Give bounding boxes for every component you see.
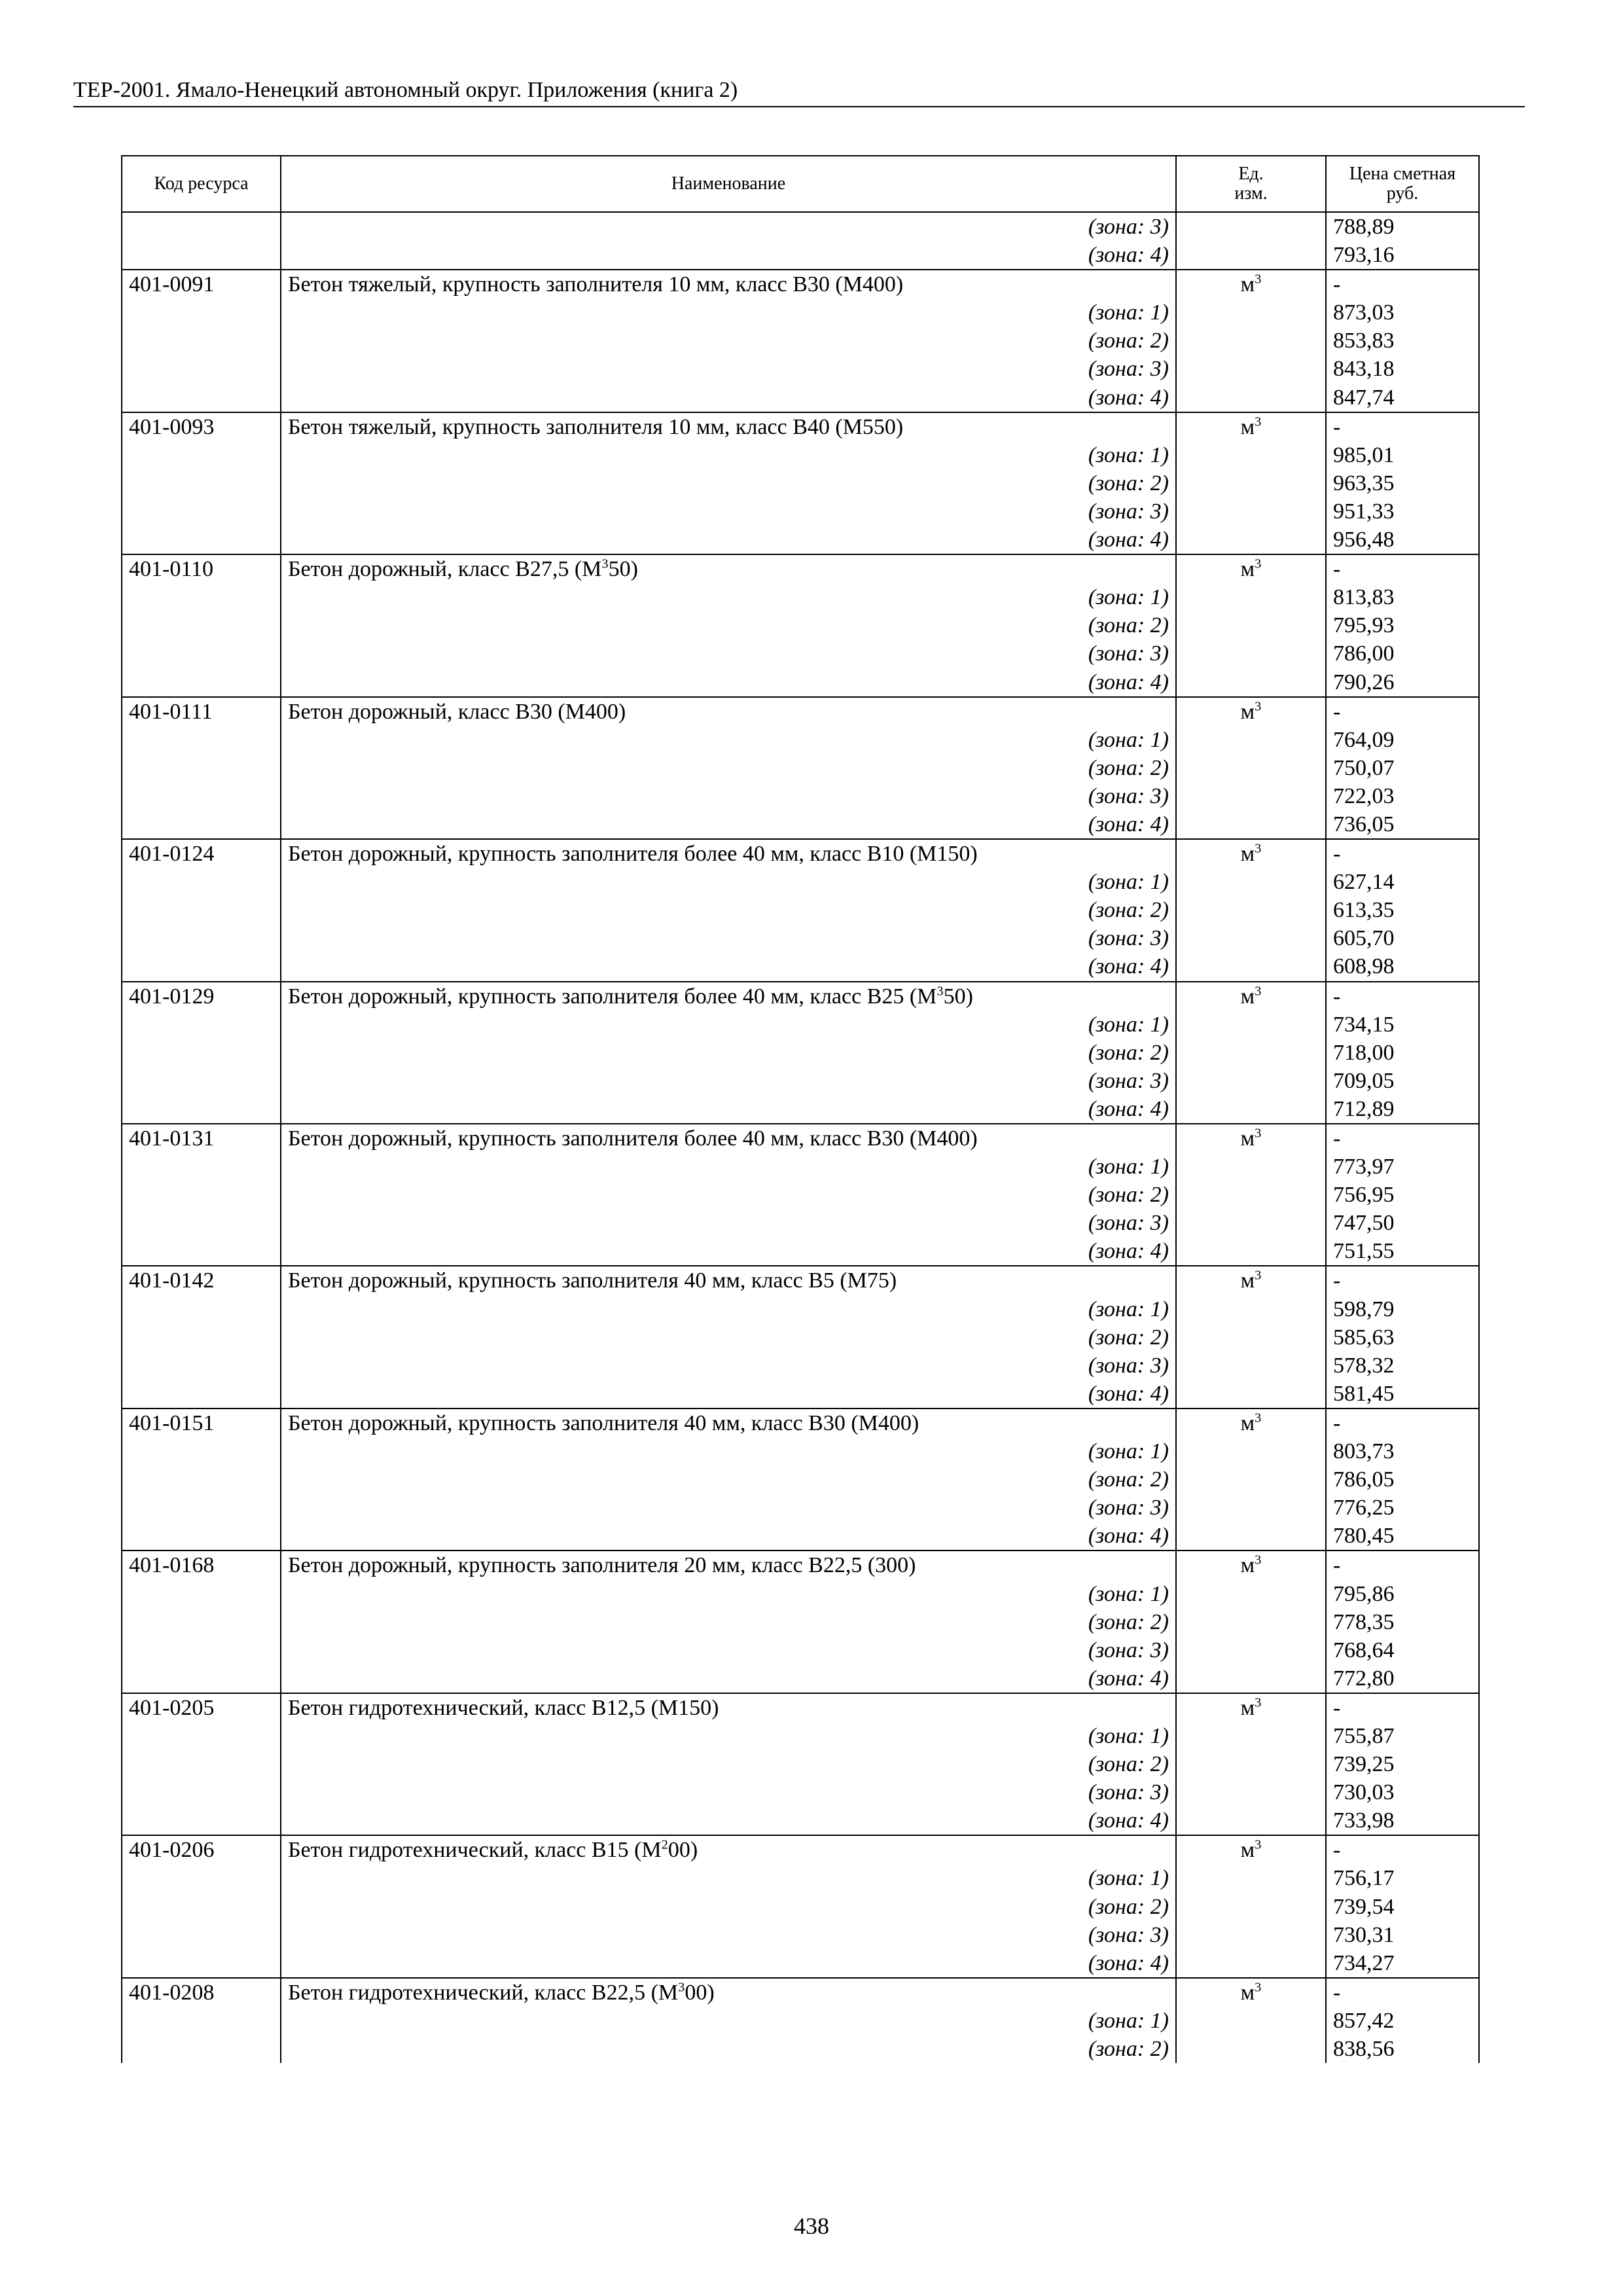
resource-name-text: Бетон дорожный, класс В27,5 (М [288, 557, 602, 582]
base-price: - [1333, 1410, 1341, 1435]
zone-price: 709,05 [1333, 1068, 1395, 1093]
resource-name [288, 270, 1169, 298]
zone-label: (зона: 3) [1088, 641, 1169, 666]
cell-code [122, 1408, 281, 1551]
cell-unit [1176, 212, 1326, 270]
unit-superscript: 3 [1255, 1695, 1262, 1710]
base-price: - [1333, 1553, 1341, 1578]
base-price: - [1333, 984, 1341, 1009]
zone-price: 739,25 [1333, 1752, 1395, 1777]
zone-label: (зона: 3) [1088, 1922, 1169, 1947]
resource-name-tail: 00) [668, 1838, 698, 1863]
unit-value [1183, 1836, 1319, 1864]
cell-unit [1176, 1835, 1326, 1977]
cell-price [1326, 1835, 1479, 1977]
resource-name [288, 840, 1169, 868]
cell-code [122, 1551, 281, 1693]
zone-price: 956,48 [1333, 528, 1395, 552]
zone-price: 951,33 [1333, 499, 1395, 524]
col-header-code: Код ресурса [122, 156, 281, 212]
zone-price: 778,35 [1333, 1609, 1395, 1634]
unit-superscript: 3 [1255, 1410, 1262, 1426]
zone-label: (зона: 3) [1088, 215, 1169, 239]
zone-price: 768,64 [1333, 1638, 1395, 1662]
resource-name-superscript: 2 [661, 1838, 668, 1853]
zone-label: (зона: 4) [1088, 243, 1169, 268]
zone-label: (зона: 1) [1088, 1012, 1169, 1037]
unit-text: м [1240, 699, 1255, 724]
resource-name [288, 1124, 1169, 1153]
cell-unit [1176, 412, 1326, 554]
cell-name [281, 1551, 1176, 1693]
zone-price: 712,89 [1333, 1096, 1395, 1121]
zone-price: 853,83 [1333, 329, 1395, 353]
col-header-price-line2: руб. [1386, 183, 1419, 204]
zone-label: (зона: 2) [1088, 1325, 1169, 1350]
unit-text: м [1240, 414, 1255, 439]
resource-name [288, 1266, 1169, 1295]
zone-label: (зона: 3) [1088, 1068, 1169, 1093]
resource-code: 401-0131 [129, 1126, 215, 1151]
unit-superscript: 3 [1255, 1838, 1262, 1853]
unit-superscript: 3 [1255, 1980, 1262, 1995]
zone-label: (зона: 2) [1088, 329, 1169, 353]
table-body [122, 212, 1479, 2063]
zone-price: 751,55 [1333, 1239, 1395, 1264]
unit-value [1183, 1551, 1319, 1579]
unit-text: м [1240, 842, 1255, 867]
resource-name-text: Бетон тяжелый, крупность заполнителя 10 мм, класс В40 (М550) [288, 414, 904, 439]
col-header-price [1326, 156, 1479, 212]
cell-code [122, 412, 281, 554]
resource-name [288, 698, 1169, 726]
zone-label: (зона: 1) [1088, 1155, 1169, 1179]
zone-label: (зона: 1) [1088, 2008, 1169, 2033]
zone-label: (зона: 1) [1088, 1723, 1169, 1748]
unit-superscript: 3 [1255, 556, 1262, 571]
zone-price: 795,86 [1333, 1581, 1395, 1606]
cell-name [281, 554, 1176, 696]
base-price: - [1333, 272, 1341, 297]
zone-price: 613,35 [1333, 898, 1395, 923]
resource-name [288, 1836, 1169, 1864]
resource-code: 401-0168 [129, 1553, 215, 1578]
zone-price: 795,93 [1333, 613, 1395, 638]
resource-row [122, 1408, 1479, 1551]
cell-unit [1176, 1978, 1326, 2063]
resource-name [288, 1694, 1169, 1722]
unit-superscript: 3 [1255, 699, 1262, 714]
zone-price: 730,31 [1333, 1922, 1395, 1947]
zone-label: (зона: 2) [1088, 1040, 1169, 1065]
resource-name [288, 555, 1169, 583]
zone-price: 773,97 [1333, 1155, 1395, 1179]
col-header-unit-line1: Ед. [1238, 164, 1264, 184]
zone-label: (зона: 3) [1088, 926, 1169, 951]
zone-price: 786,05 [1333, 1467, 1395, 1492]
cell-unit [1176, 839, 1326, 981]
resource-code: 401-0091 [129, 272, 215, 297]
cell-name [281, 1693, 1176, 1835]
zone-price: 985,01 [1333, 442, 1395, 467]
cell-name [281, 1266, 1176, 1408]
cell-name [281, 412, 1176, 554]
zone-label: (зона: 4) [1088, 528, 1169, 552]
resource-code: 401-0206 [129, 1838, 215, 1863]
zone-label: (зона: 3) [1088, 783, 1169, 808]
unit-value [1183, 1409, 1319, 1437]
zone-label: (зона: 2) [1088, 1467, 1169, 1492]
zone-price: 857,42 [1333, 2008, 1395, 2033]
unit-text: м [1240, 984, 1255, 1009]
resource-name-text: Бетон гидротехнический, класс В15 (М [288, 1838, 662, 1863]
cell-code [122, 839, 281, 981]
cell-unit [1176, 1266, 1326, 1408]
resource-name [288, 1409, 1169, 1437]
zone-price: 803,73 [1333, 1439, 1395, 1464]
zone-label: (зона: 2) [1088, 2037, 1169, 2061]
cell-price [1326, 212, 1479, 270]
zone-price: 718,00 [1333, 1040, 1395, 1065]
zone-price: 793,16 [1333, 243, 1395, 268]
col-header-unit [1176, 156, 1326, 212]
cell-unit [1176, 554, 1326, 696]
zone-price: 788,89 [1333, 215, 1395, 239]
zone-price: 847,74 [1333, 385, 1395, 410]
zone-label: (зона: 2) [1088, 1183, 1169, 1208]
zone-price: 750,07 [1333, 755, 1395, 780]
resource-row [122, 412, 1479, 554]
resource-code: 401-0151 [129, 1410, 215, 1435]
zone-label: (зона: 1) [1088, 1439, 1169, 1464]
cell-price [1326, 1978, 1479, 2063]
unit-superscript: 3 [1255, 414, 1262, 429]
zone-price: 813,83 [1333, 585, 1395, 610]
cell-unit [1176, 697, 1326, 839]
zone-price: 627,14 [1333, 870, 1395, 895]
cell-unit [1176, 1408, 1326, 1551]
zone-label: (зона: 4) [1088, 1524, 1169, 1549]
cell-name [281, 270, 1176, 412]
cell-code [122, 1693, 281, 1835]
cell-unit [1176, 1124, 1326, 1266]
zone-price: 734,27 [1333, 1950, 1395, 1975]
resource-name [288, 1979, 1169, 2007]
zone-price: 755,87 [1333, 1723, 1395, 1748]
table-header-row [122, 156, 1479, 212]
resource-name-tail: 50) [608, 557, 638, 582]
resource-name-superscript: 3 [936, 984, 944, 999]
resource-name [288, 413, 1169, 441]
zone-price: 838,56 [1333, 2037, 1395, 2061]
zone-label: (зона: 3) [1088, 357, 1169, 382]
zone-label: (зона: 3) [1088, 1638, 1169, 1662]
col-header-name: Наименование [281, 156, 1176, 212]
unit-superscript: 3 [1255, 1553, 1262, 1568]
zone-label: (зона: 4) [1088, 670, 1169, 694]
cell-price [1326, 412, 1479, 554]
cell-unit [1176, 982, 1326, 1124]
zone-label: (зона: 4) [1088, 1239, 1169, 1264]
resource-name-tail: 00) [685, 1980, 715, 2005]
zone-label: (зона: 4) [1088, 1950, 1169, 1975]
cell-code [122, 697, 281, 839]
unit-value [1183, 1694, 1319, 1722]
unit-value [1183, 982, 1319, 1011]
unit-value [1183, 1979, 1319, 2007]
cell-price [1326, 839, 1479, 981]
zone-label: (зона: 4) [1088, 1096, 1169, 1121]
zone-label: (зона: 2) [1088, 613, 1169, 638]
unit-superscript: 3 [1255, 984, 1262, 999]
resource-name-superscript: 3 [601, 556, 609, 571]
resource-row [122, 1978, 1479, 2063]
resource-code: 401-0110 [129, 557, 214, 582]
zone-label: (зона: 1) [1088, 1866, 1169, 1891]
cell-price [1326, 554, 1479, 696]
base-price: - [1333, 1695, 1341, 1720]
zone-price: 764,09 [1333, 727, 1395, 752]
zone-price: 776,25 [1333, 1496, 1395, 1520]
resource-row [122, 1693, 1479, 1835]
zone-label: (зона: 4) [1088, 1808, 1169, 1833]
unit-text: м [1240, 1553, 1255, 1578]
unit-value [1183, 840, 1319, 868]
page-number: 438 [794, 2213, 829, 2239]
zone-label: (зона: 3) [1088, 499, 1169, 524]
resource-row [122, 839, 1479, 981]
cell-name [281, 1408, 1176, 1551]
zone-label: (зона: 3) [1088, 1211, 1169, 1236]
base-price: - [1333, 699, 1341, 724]
unit-text: м [1240, 1126, 1255, 1151]
cell-code [122, 1124, 281, 1266]
resource-row [122, 1266, 1479, 1408]
unit-text: м [1240, 1268, 1255, 1293]
running-title: ТЕР-2001. Ямало-Ненецкий автономный округ. Приложения (книга 2) [73, 77, 1525, 107]
resource-name-text: Бетон дорожный, крупность заполнителя более 40 мм, класс В25 (М [288, 984, 937, 1009]
unit-text: м [1240, 1980, 1255, 2005]
zone-price: 734,15 [1333, 1012, 1395, 1037]
resource-name-text: Бетон тяжелый, крупность заполнителя 10 мм, класс В30 (М400) [288, 272, 904, 297]
resource-row [122, 982, 1479, 1124]
unit-value [1183, 270, 1319, 298]
unit-superscript: 3 [1255, 1126, 1262, 1141]
zone-price: 963,35 [1333, 471, 1395, 495]
resource-name-text: Бетон дорожный, крупность заполнителя более 40 мм, класс В10 (М150) [288, 842, 978, 867]
zone-label: (зона: 2) [1088, 898, 1169, 923]
zone-price: 730,03 [1333, 1780, 1395, 1805]
resource-name [288, 1551, 1169, 1579]
continuation-row [122, 212, 1479, 270]
base-price: - [1333, 557, 1341, 582]
cell-unit [1176, 1551, 1326, 1693]
cell-name [281, 839, 1176, 981]
resource-name-text: Бетон гидротехнический, класс В22,5 (М [288, 1980, 679, 2005]
unit-value [1183, 1266, 1319, 1295]
unit-text: м [1240, 1410, 1255, 1435]
cell-name [281, 982, 1176, 1124]
resource-name-text: Бетон дорожный, крупность заполнителя 40 мм, класс В5 (М75) [288, 1268, 897, 1293]
zone-price: 598,79 [1333, 1297, 1395, 1321]
cell-name [281, 697, 1176, 839]
zone-label: (зона: 1) [1088, 442, 1169, 467]
resource-name-text: Бетон гидротехнический, класс В12,5 (М150) [288, 1695, 719, 1720]
resource-name-text: Бетон дорожный, крупность заполнителя 20 мм, класс В22,5 (300) [288, 1553, 916, 1578]
resource-code: 401-0124 [129, 842, 215, 867]
resource-name-tail: 50) [943, 984, 973, 1009]
resource-name-superscript: 3 [678, 1980, 685, 1995]
cell-price [1326, 982, 1479, 1124]
zone-label: (зона: 1) [1088, 300, 1169, 325]
zone-label: (зона: 4) [1088, 812, 1169, 836]
zone-price: 772,80 [1333, 1666, 1395, 1691]
zone-label: (зона: 1) [1088, 1297, 1169, 1321]
resource-row [122, 270, 1479, 412]
zone-label: (зона: 1) [1088, 870, 1169, 895]
zone-price: 756,17 [1333, 1866, 1395, 1891]
unit-superscript: 3 [1255, 841, 1262, 856]
col-header-price-line1: Цена сметная [1349, 164, 1456, 184]
zone-label: (зона: 1) [1088, 727, 1169, 752]
cell-code [122, 212, 281, 270]
resource-code: 401-0208 [129, 1980, 215, 2005]
cell-unit [1176, 1693, 1326, 1835]
cell-name [281, 1978, 1176, 2063]
zone-price: 843,18 [1333, 357, 1395, 382]
unit-superscript: 3 [1255, 1268, 1262, 1283]
cell-price [1326, 1408, 1479, 1551]
base-price: - [1333, 414, 1341, 439]
zone-label: (зона: 4) [1088, 954, 1169, 979]
resource-code: 401-0205 [129, 1695, 215, 1720]
unit-value [1183, 698, 1319, 726]
zone-price: 756,95 [1333, 1183, 1395, 1208]
base-price: - [1333, 842, 1341, 867]
base-price: - [1333, 1268, 1341, 1293]
resource-name [288, 982, 1169, 1011]
zone-price: 605,70 [1333, 926, 1395, 951]
resource-code: 401-0142 [129, 1268, 215, 1293]
zone-price: 585,63 [1333, 1325, 1395, 1350]
cell-price [1326, 697, 1479, 839]
zone-price: 581,45 [1333, 1381, 1395, 1406]
cell-name [281, 1835, 1176, 1977]
resource-row [122, 554, 1479, 696]
zone-label: (зона: 3) [1088, 1353, 1169, 1378]
cell-price [1326, 1551, 1479, 1693]
base-price: - [1333, 1980, 1341, 2005]
zone-price: 608,98 [1333, 954, 1395, 979]
zone-label: (зона: 2) [1088, 755, 1169, 780]
zone-label: (зона: 4) [1088, 1666, 1169, 1691]
zone-price: 736,05 [1333, 812, 1395, 836]
unit-text: м [1240, 1695, 1255, 1720]
cell-code [122, 1978, 281, 2063]
cell-code [122, 554, 281, 696]
zone-label: (зона: 4) [1088, 385, 1169, 410]
cell-name [281, 212, 1176, 270]
zone-label: (зона: 1) [1088, 585, 1169, 610]
zone-price: 733,98 [1333, 1808, 1395, 1833]
resource-row [122, 1835, 1479, 1977]
zone-label: (зона: 2) [1088, 1609, 1169, 1634]
resource-name-text: Бетон дорожный, крупность заполнителя более 40 мм, класс В30 (М400) [288, 1126, 978, 1151]
resource-row [122, 1551, 1479, 1693]
zone-price: 739,54 [1333, 1894, 1395, 1919]
resource-code: 401-0093 [129, 414, 215, 439]
cell-code [122, 270, 281, 412]
zone-label: (зона: 1) [1088, 1581, 1169, 1606]
cell-code [122, 1835, 281, 1977]
zone-label: (зона: 2) [1088, 471, 1169, 495]
resource-row [122, 1124, 1479, 1266]
cell-price [1326, 1266, 1479, 1408]
unit-text: м [1240, 1838, 1255, 1863]
zone-label: (зона: 3) [1088, 1496, 1169, 1520]
zone-price: 722,03 [1333, 783, 1395, 808]
zone-price: 790,26 [1333, 670, 1395, 694]
resource-code: 401-0111 [129, 699, 213, 724]
unit-value [1183, 413, 1319, 441]
resource-price-table [121, 155, 1480, 2063]
cell-code [122, 1266, 281, 1408]
resource-name-text: Бетон дорожный, крупность заполнителя 40 мм, класс В30 (М400) [288, 1410, 919, 1435]
zone-price: 578,32 [1333, 1353, 1395, 1378]
zone-price: 780,45 [1333, 1524, 1395, 1549]
zone-label: (зона: 2) [1088, 1894, 1169, 1919]
resource-name-text: Бетон дорожный, класс В30 (М400) [288, 699, 626, 724]
unit-superscript: 3 [1255, 272, 1262, 287]
unit-text: м [1240, 272, 1255, 297]
zone-label: (зона: 4) [1088, 1381, 1169, 1406]
zone-price: 747,50 [1333, 1211, 1395, 1236]
resource-code: 401-0129 [129, 984, 215, 1009]
zone-label: (зона: 2) [1088, 1752, 1169, 1777]
base-price: - [1333, 1126, 1341, 1151]
cell-price [1326, 1693, 1479, 1835]
base-price: - [1333, 1838, 1341, 1863]
unit-text: м [1240, 557, 1255, 582]
resource-row [122, 697, 1479, 839]
cell-price [1326, 270, 1479, 412]
cell-price [1326, 1124, 1479, 1266]
unit-value [1183, 555, 1319, 583]
cell-code [122, 982, 281, 1124]
col-header-unit-line2: изм. [1234, 183, 1268, 204]
cell-name [281, 1124, 1176, 1266]
zone-price: 873,03 [1333, 300, 1395, 325]
zone-label: (зона: 3) [1088, 1780, 1169, 1805]
cell-unit [1176, 270, 1326, 412]
unit-value [1183, 1124, 1319, 1153]
zone-price: 786,00 [1333, 641, 1395, 666]
